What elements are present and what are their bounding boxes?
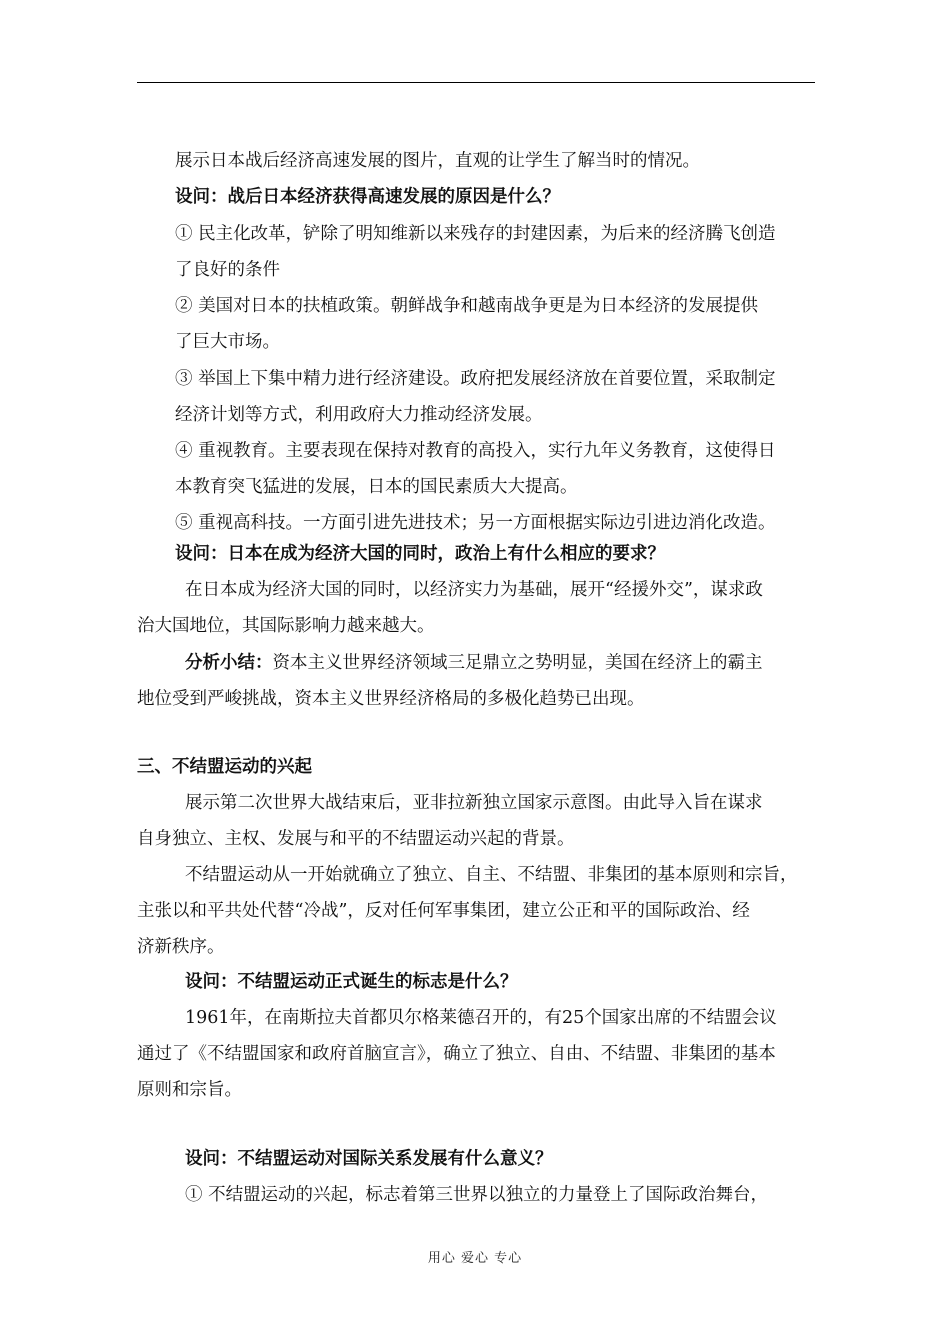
text-line: 在日本成为经济大国的同时，以经济实力为基础，展开“经援外交”，谋求政: [185, 580, 763, 600]
text-line: ④ 重视教育。主要表现在保持对教育的高投入，实行九年义务教育，这使得日: [175, 441, 776, 461]
text-line: 了巨大市场。: [175, 332, 280, 352]
text-line: 不结盟运动从一开始就确立了独立、自主、不结盟、非集团的基本原则和宗旨，: [185, 865, 798, 885]
text-line: 地位受到严峻挑战，资本主义世界经济格局的多极化趋势已出现。: [137, 689, 645, 709]
summary-line: [185, 651, 763, 675]
text-line: 通过了《不结盟国家和政府首脑宣言》，确立了独立、自由、不结盟、非集团的基本: [137, 1044, 776, 1064]
text-line: 了良好的条件: [175, 260, 280, 280]
text-line: ③ 举国上下集中精力进行经济建设。政府把发展经济放在首要位置，采取制定: [175, 369, 776, 389]
page-footer: 用心 爱心 专心: [427, 1251, 523, 1266]
text-line: 经济计划等方式，利用政府大力推动经济发展。: [175, 405, 543, 425]
text-line: ① 不结盟运动的兴起，标志着第三世界以独立的力量登上了国际政治舞台，: [185, 1185, 769, 1205]
header-rule: [137, 82, 815, 83]
section-heading: 三、不结盟运动的兴起: [137, 757, 312, 777]
text-line: ② 美国对日本的扶植政策。朝鲜战争和越南战争更是为日本经济的发展提供: [175, 296, 759, 316]
text-line: ⑤ 重视高科技。一方面引进先进技术；另一方面根据实际边引进边消化改造。: [175, 513, 776, 533]
summary-text: 资本主义世界经济领域三足鼎立之势明显，美国在经济上的霸主: [272, 653, 763, 673]
text-line: 自身独立、主权、发展与和平的不结盟运动兴起的背景。: [137, 829, 575, 849]
question-heading: 设问：不结盟运动正式诞生的标志是什么？: [185, 972, 518, 992]
question-heading: 设问：战后日本经济获得高速发展的原因是什么？: [175, 187, 560, 207]
text-line: 原则和宗旨。: [137, 1080, 242, 1100]
summary-label: 分析小结：: [185, 653, 273, 673]
text-line: 主张以和平共处代替“冷战”，反对任何军事集团，建立公正和平的国际政治、经: [137, 901, 750, 921]
text-line: 展示第二次世界大战结束后，亚非拉新独立国家示意图。由此导入旨在谋求: [185, 793, 763, 813]
question-heading: 设问：日本在成为经济大国的同时，政治上有什么相应的要求？: [175, 544, 665, 564]
text-line: 本教育突飞猛进的发展，日本的国民素质大大提高。: [175, 477, 578, 497]
text-line: 济新秩序。: [137, 937, 225, 957]
text-line: 展示日本战后经济高速发展的图片，直观的让学生了解当时的情况。: [175, 151, 700, 171]
text-line: 治大国地位，其国际影响力越来越大。: [137, 616, 435, 636]
question-heading: 设问：不结盟运动对国际关系发展有什么意义？: [185, 1149, 553, 1169]
text-line: ① 民主化改革，铲除了明知维新以来残存的封建因素，为后来的经济腾飞创造: [175, 224, 776, 244]
text-line: 1961年，在南斯拉夫首都贝尔格莱德召开的，有25个国家出席的不结盟会议: [185, 1008, 777, 1028]
